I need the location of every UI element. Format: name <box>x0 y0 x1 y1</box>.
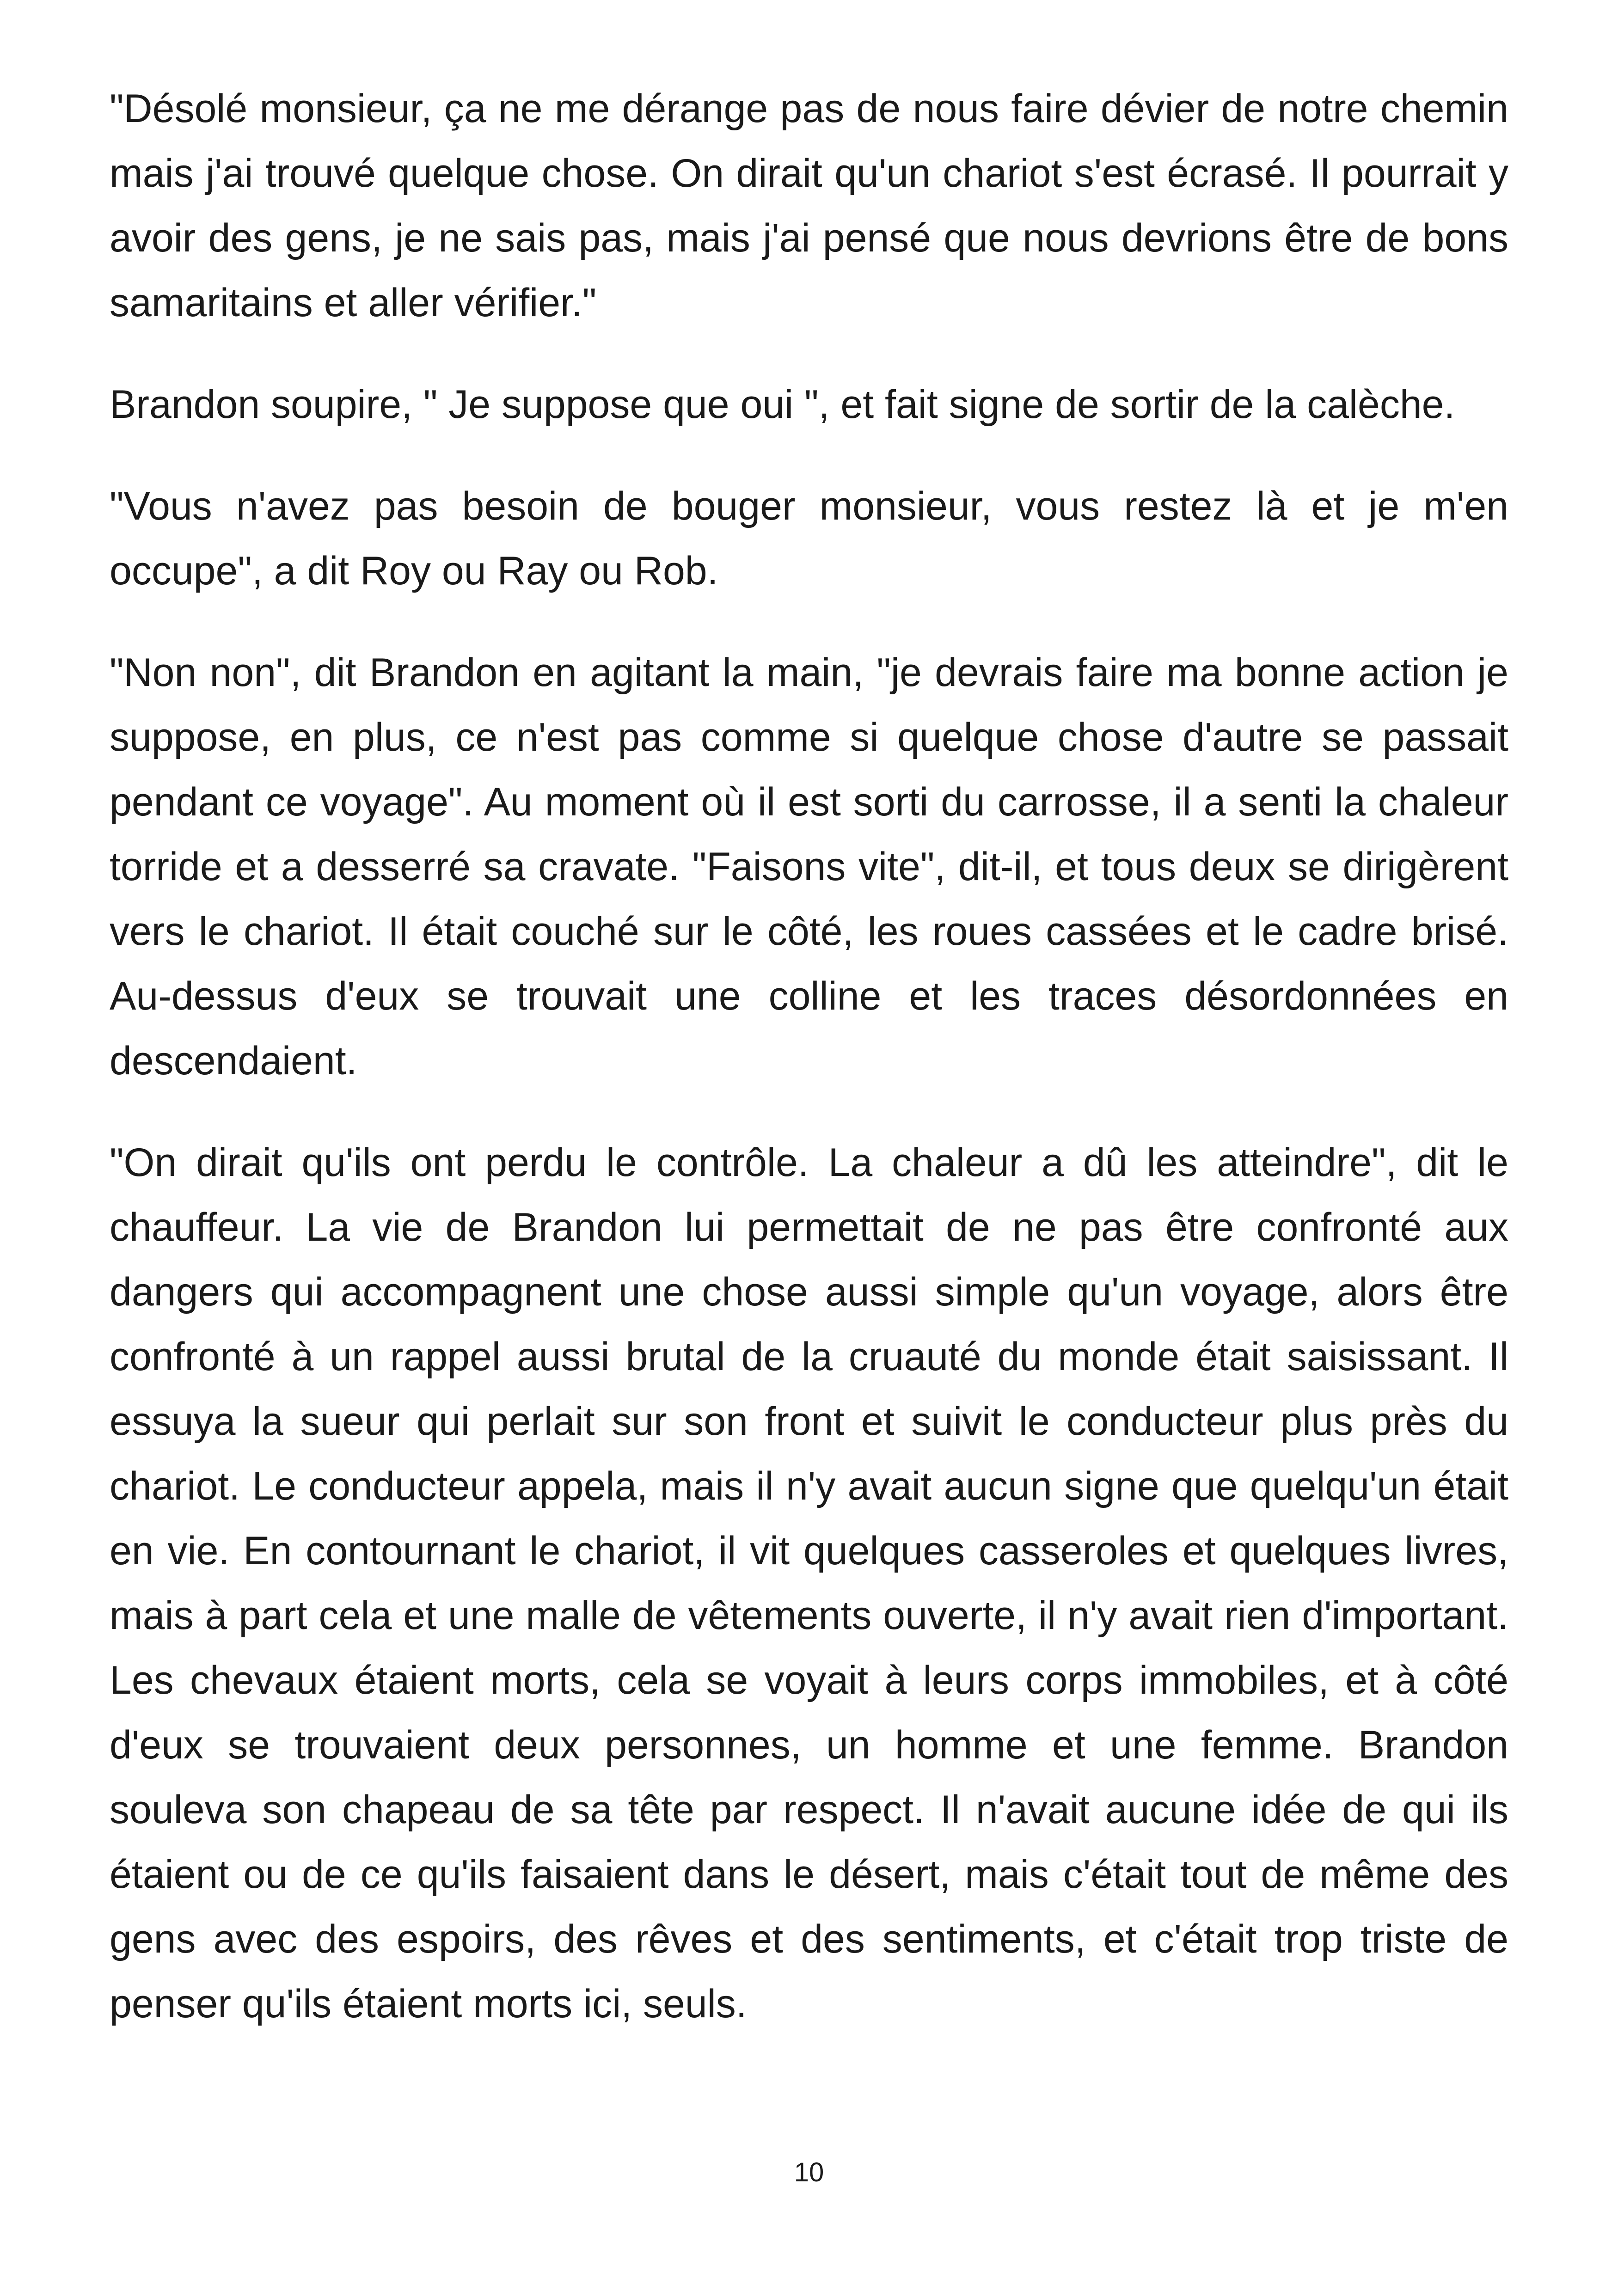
paragraph-4: "Non non", dit Brandon en agitant la main, "je devrais faire ma bonne action je suppose, en plus, ce n'est pas comme si quelque chose d'autre se passait pendant ce voyage". Au moment où il est sorti du carrosse, il a senti la chaleur torride et a desserré sa cravate. "Faisons vite", dit-il, et tous deux se dirigèrent vers le chariot. Il était couché sur le côté, les roues cassées et le cadre brisé. Au-dessus d'eux se trouvait une colline et les traces désordonnées en descendaient. <box>110 650 1508 1083</box>
paragraph-5: "On dirait qu'ils ont perdu le contrôle. La chaleur a dû les atteindre", dit le chauffeur. La vie de Brandon lui permettait de ne pas être confronté aux dangers qui accompagnent une chose aussi simple qu'un voyage, alors être confronté à un rappel aussi brutal de la cruauté du monde était saisissant. Il essuya la sueur qui perlait sur son front et suivit le conducteur plus près du chariot. Le conducteur appela, mais il n'y avait aucun signe que quelqu'un était en vie. En contournant le chariot, il vit quelques casseroles et quelques livres, mais à part cela et une malle de vêtements ouverte, il n'y avait rien d'important. Les chevaux étaient morts, cela se voyait à leurs corps immobiles, et à côté d'eux se trouvaient deux personnes, un homme et une femme. Brandon souleva son chapeau de sa tête par respect. Il n'avait aucune idée de qui ils étaient ou de ce qu'ils faisaient dans le désert, mais c'était tout de même des gens avec des espoirs, des rêves et des sentiments, et c'était trop triste de penser qu'ils étaient morts ici, seuls. <box>110 1140 1508 2026</box>
paragraph-3: "Vous n'avez pas besoin de bouger monsieur, vous restez là et je m'en occupe", a dit Roy ou Ray ou Rob. <box>110 484 1508 593</box>
page-number: 10 <box>794 2157 824 2187</box>
paragraph-2: Brandon soupire, " Je suppose que oui ", et fait signe de sortir de la calèche. <box>110 382 1455 427</box>
body-text <box>110 76 1508 2073</box>
paragraph-1: "Désolé monsieur, ça ne me dérange pas de nous faire dévier de notre chemin mais j'ai trouvé quelque chose. On dirait qu'un chariot s'est écrasé. Il pourrait y avoir des gens, je ne sais pas, mais j'ai pensé que nous devrions être de bons samaritains et aller vérifier." <box>110 86 1508 325</box>
